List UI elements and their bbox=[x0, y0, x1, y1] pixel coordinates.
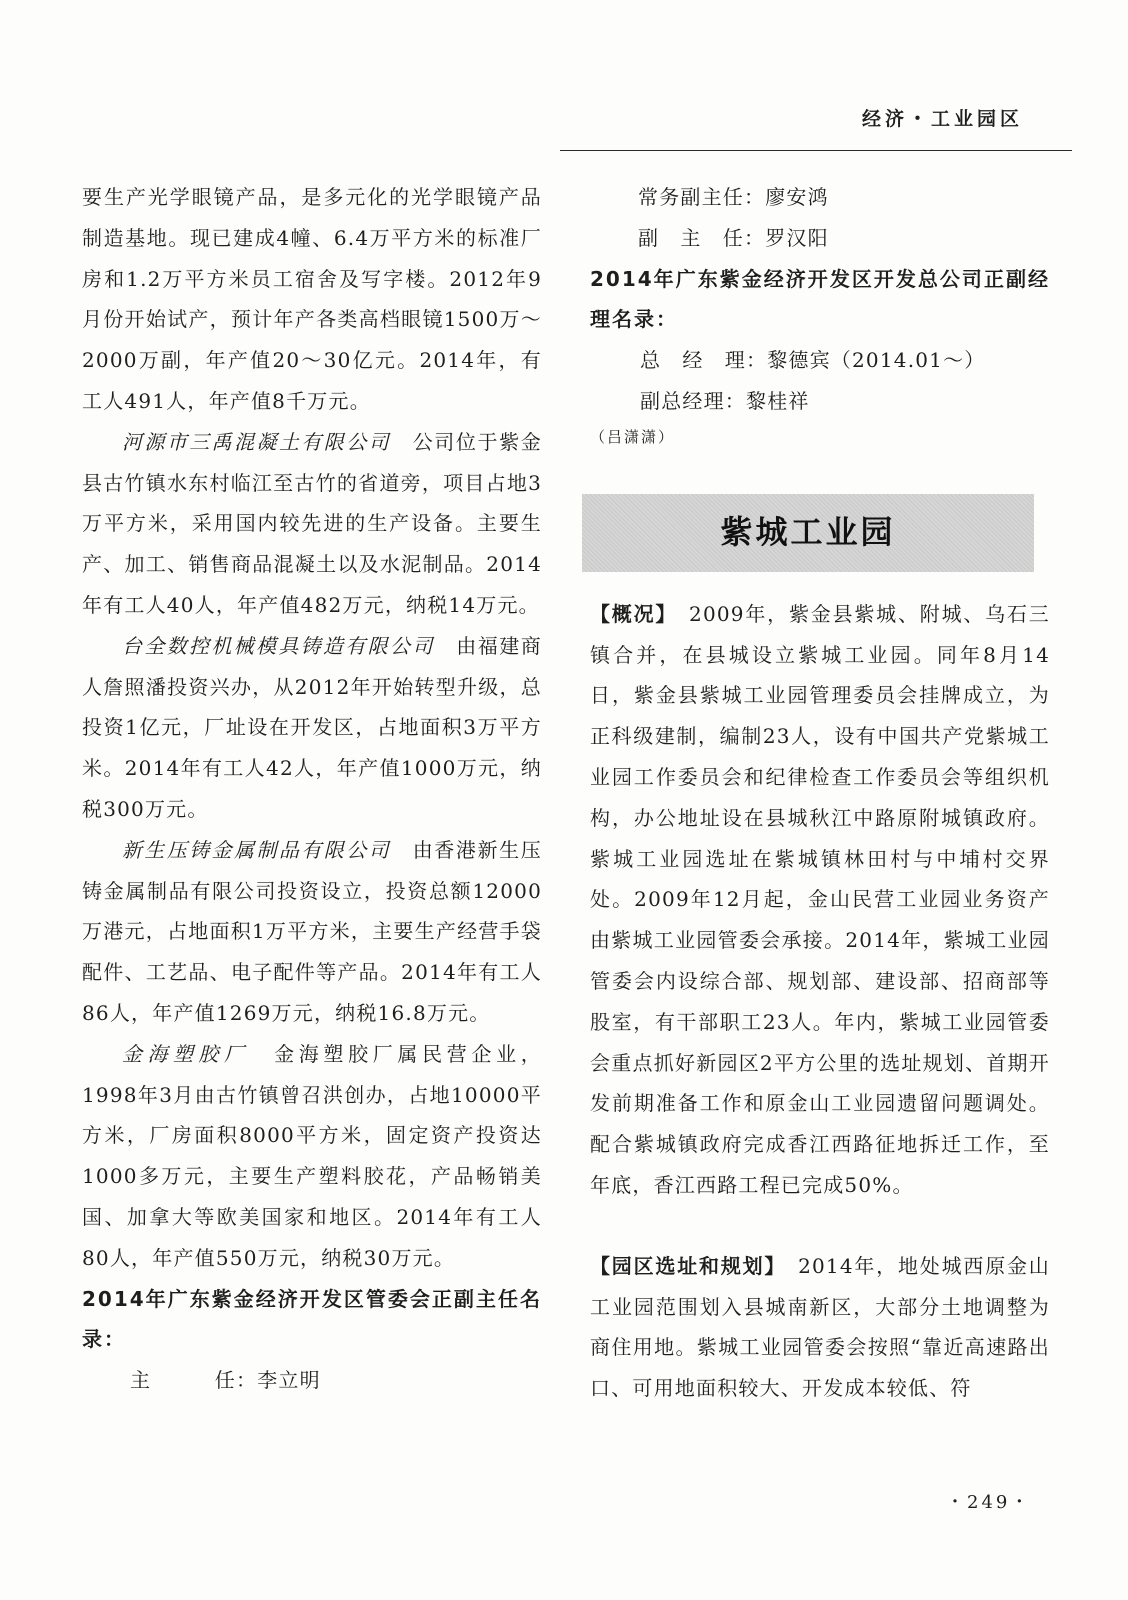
enterprise-text: 公司位于紫金县古竹镇水东村临江至古竹的省道旁，项目占地3万平方米，采用国内较先进的生产设备。主要生产、加工、销售商品混凝土以及水泥制品。2014年有工人40人，年产值482万元，纳税14万元。 bbox=[82, 429, 542, 617]
page-number: ・249・ bbox=[946, 1492, 1032, 1513]
roster-title: 2014年广东紫金经济开发区开发总公司正副经理名录： bbox=[590, 266, 1050, 332]
section-title-banner bbox=[582, 494, 1034, 572]
enterprise-name: 新生压铸金属制品有限公司 bbox=[122, 837, 392, 862]
enterprise-name: 台全数控机械模具铸造有限公司 bbox=[122, 633, 435, 658]
paragraph-gap bbox=[590, 1206, 1050, 1246]
planning-paragraph bbox=[590, 1246, 1050, 1409]
enterprise-entry bbox=[82, 830, 542, 1034]
enterprise-entry bbox=[82, 626, 542, 830]
enterprise-name: 河源市三禹混凝土有限公司 bbox=[122, 429, 392, 454]
roster-line: 主 任：李立明 bbox=[130, 1368, 321, 1393]
planning-text: 2014年，地处城西原金山工业园范围划入县城南新区，大部分土地调整为商住用地。紫城工业园管委会按照“靠近高速路出口、可用地面积较大、开发成本较低、符 bbox=[590, 1253, 1051, 1401]
enterprise-entry bbox=[82, 422, 542, 626]
author-credit: （吕潇潇） bbox=[590, 427, 676, 446]
planning-heading: 【园区选址和规划】 bbox=[590, 1253, 777, 1278]
enterprise-text: 由福建商人詹照潘投资兴办，从2012年开始转型升级，总投资1亿元，厂址设在开发区，占地面积3万平方米。2014年有工人42人，年产值1000万元，纳税300万元。 bbox=[82, 633, 543, 821]
right-column bbox=[590, 177, 1050, 1409]
enterprise-text: 金海塑胶厂属民营企业，1998年3月由古竹镇曾召洪创办，占地10000平方米，厂房面积8000平方米，固定资产投资达1000多万元，主要生产塑料胶花，产品畅销美国、加拿大等欧美国家和地区。2014年有工人80人，年产值550万元，纳税30万元。 bbox=[82, 1041, 543, 1270]
section-title: 紫城工业园 bbox=[720, 513, 896, 552]
enterprise-text: 由香港新生压铸金属制品有限公司投资设立，投资总额12000万港元，占地面积1万平方米，主要生产经营手袋配件、工艺品、电子配件等产品。2014年有工人86人，年产值1269万元，纳税16.8万元。 bbox=[82, 837, 542, 1025]
header-rule bbox=[560, 150, 1072, 151]
overview-paragraph bbox=[590, 594, 1050, 1206]
enterprise-name: 金海塑胶厂 bbox=[122, 1041, 250, 1066]
roster-line: 副总经理：黎桂祥 bbox=[640, 388, 810, 413]
left-column bbox=[82, 177, 542, 1401]
running-header: 经济・工业园区 bbox=[862, 108, 1024, 130]
roster-title: 2014年广东紫金经济开发区管委会正副主任名录： bbox=[82, 1286, 542, 1352]
overview-text: 2009年，紫金县紫城、附城、乌石三镇合并，在县城设立紫城工业园。同年8月14日，紫金县紫城工业园管理委员会挂牌成立，为正科级建制，编制23人，设有中国共产党紫城工业园工作委员会和纪律检查工作委员会等组织机构，办公地址设在县城秋江中路原附城镇政府。紫城工业园选址在紫城镇林田村与中埔村交界处。2009年12月起，金山民营工业园业务资产由紫城工业园管委会承接。2014年，紫城工业园管委会内设综合部、规划部、建设部、招商部等股室，有干部职工23人。年内，紫城工业园管委会重点抓好新园区2平方公里的选址规划、首期开发前期准备工作和原金山工业园遗留问题调处。配合紫城镇政府完成香江西路征地拆迁工作，至年底，香江西路工程已完成50%。 bbox=[590, 601, 1050, 1197]
roster-line: 常务副主任：廖安鸿 bbox=[638, 185, 829, 209]
roster-line: 副 主 任：罗汉阳 bbox=[638, 225, 829, 250]
continued-paragraph: 要生产光学眼镜产品，是多元化的光学眼镜产品制造基地。现已建成4幢、6.4万平方米的标准厂房和1.2万平方米员工宿舍及写字楼。2012年9月份开始试产，预计年产各类高档眼镜1500万～2000万副，年产值20～30亿元。2014年，有工人491人，年产值8千万元。 bbox=[82, 185, 542, 413]
overview-heading: 【概况】 bbox=[590, 601, 668, 626]
roster-line: 总 经 理：黎德宾（2014.01～） bbox=[640, 348, 986, 373]
enterprise-entry bbox=[82, 1034, 542, 1279]
